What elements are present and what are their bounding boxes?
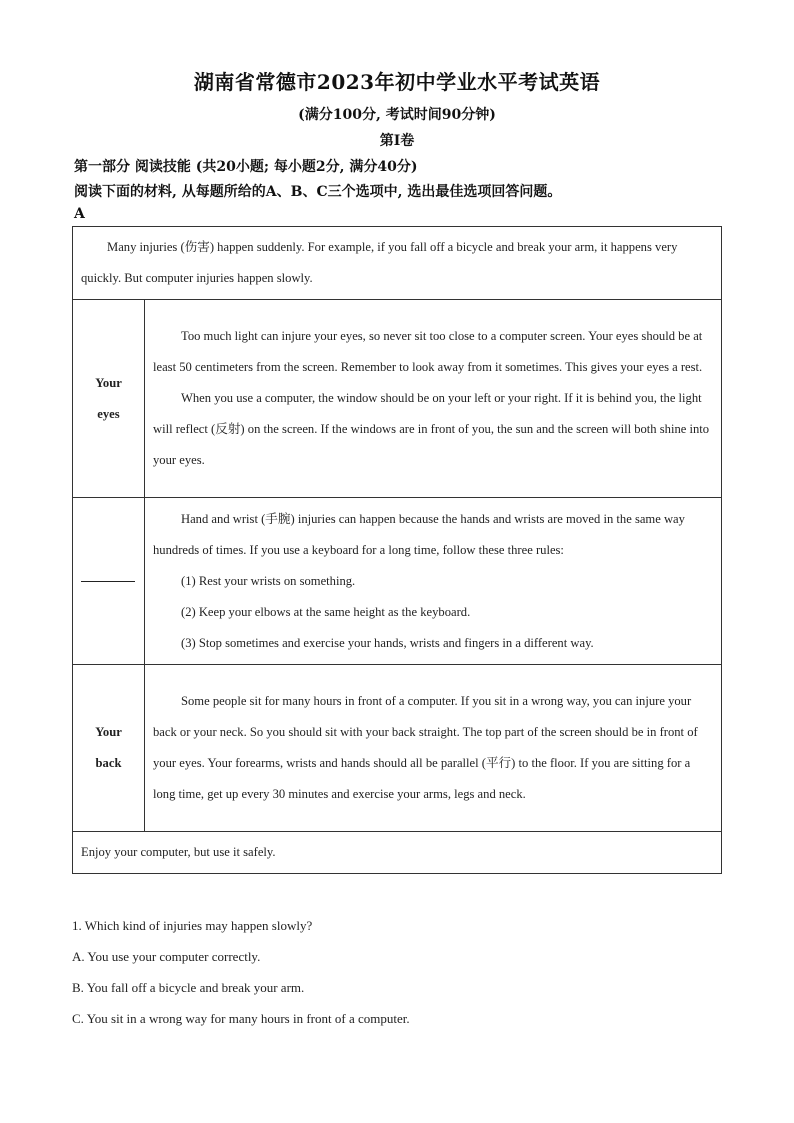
intro-text: Many injuries (伤害) happen suddenly. For example, if you fall off a bicycle and break your arm, it happens very quickly. But computer injuries happen slowly.	[81, 240, 678, 285]
back-label-cell	[73, 665, 145, 832]
passage-letter: A	[74, 206, 85, 222]
closing-text: Enjoy your computer, but use it safely.	[81, 845, 276, 859]
eyes-paragraph-1: Too much light can injure your eyes, so never sit too close to a computer screen. Your eyes should be at least 50 centimeters from the screen. Remember to look away from it sometimes. This gives your eyes a rest.	[153, 329, 703, 374]
eyes-row	[73, 300, 722, 498]
closing-cell	[73, 832, 722, 874]
intro-cell	[73, 227, 722, 300]
eyes-label-line1: Your	[95, 375, 122, 390]
back-row	[73, 665, 722, 832]
question-1-option-a[interactable]: A. You use your computer correctly.	[72, 949, 261, 964]
volume-label: 第I卷	[379, 133, 415, 149]
hands-paragraph-1: Hand and wrist (手腕) injuries can happen because the hands and wrists are moved in the same way hundreds of times. If you use a keyboard for a long time, follow these three rules:	[153, 511, 685, 557]
back-label-line1: Your	[95, 725, 122, 739]
question-1	[72, 910, 732, 1034]
instruction-text: 阅读下面的材料, 从每题所给的A、B、C三个选项中, 选出最佳选项回答问题。	[74, 184, 562, 200]
question-1-stem: 1. Which kind of injuries may happen slowly?	[72, 918, 313, 933]
back-paragraph-1: Some people sit for many hours in front of a computer. If you sit in a wrong way, you can injure your back or your neck. So you should sit with your back straight. The top part of the screen should be in front of your eyes. Your forearms, wrists and hands should all be parallel (平行) to the floor. If you are sitting for a long time, get up every 30 minutes and exercise your arms, legs and neck.	[153, 694, 698, 801]
question-1-option-b[interactable]: B. You fall off a bicycle and break your arm.	[72, 980, 305, 995]
intro-row	[73, 227, 722, 300]
exam-title: 湖南省常德市2023年初中学业水平考试英语	[193, 70, 601, 94]
closing-row	[73, 832, 722, 874]
hands-row	[73, 498, 722, 665]
part-one-heading: 第一部分 阅读技能 (共20小题; 每小题2分, 满分40分)	[74, 159, 418, 175]
hands-rule-1: (1) Rest your wrists on something.	[181, 573, 356, 588]
question-1-option-c[interactable]: C. You sit in a wrong way for many hours in front of a computer.	[72, 1011, 410, 1026]
hands-content-cell	[145, 498, 722, 665]
back-label-line2: back	[95, 756, 122, 770]
back-content-cell	[145, 665, 722, 832]
passage-table	[72, 226, 722, 874]
eyes-content-cell	[145, 300, 722, 498]
hands-rule-2: (2) Keep your elbows at the same height as the keyboard.	[181, 604, 471, 619]
eyes-label-line2: eyes	[97, 406, 120, 421]
hands-label-cell	[73, 498, 145, 665]
eyes-paragraph-2: When you use a computer, the window should be on your left or your right. If it is behind you, the light will reflect (反射) on the screen. If the windows are in front of you, the sun and the screen will both shine into your eyes.	[153, 391, 710, 467]
eyes-label-cell	[73, 300, 145, 498]
hands-rule-3: (3) Stop sometimes and exercise your hands, wrists and fingers in a different way.	[181, 635, 594, 650]
answer-blank	[81, 580, 135, 582]
exam-subtitle: (满分100分, 考试时间90分钟)	[298, 107, 496, 123]
